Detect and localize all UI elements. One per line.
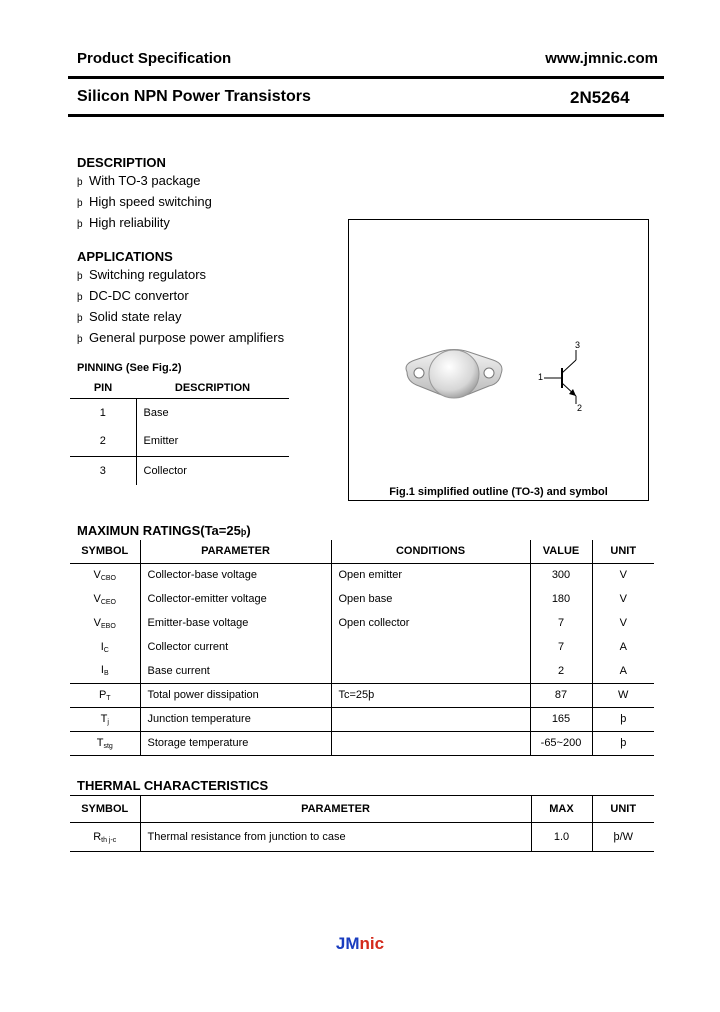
website-url[interactable]: www.jmnic.com xyxy=(545,50,658,67)
document-title: Silicon NPN Power Transistors xyxy=(77,88,311,105)
table-row: $V_{CBO}$ Collector-base voltage Open emitter 300 V xyxy=(70,563,654,587)
table-row: $T_{stg}$ Storage temperature -65~200 þ xyxy=(70,731,654,755)
list-item: þ High reliability xyxy=(77,215,170,230)
list-item: þ With TO-3 package xyxy=(77,173,201,188)
table-row: 3 Collector xyxy=(70,456,289,485)
jmnic-logo: JMnic xyxy=(335,934,385,953)
list-item: þ DC-DC convertor xyxy=(77,288,189,303)
max-ratings-heading: MAXIMUN RATINGS(Ta=25þ) xyxy=(77,523,251,538)
table-row: $I_C$ Collector current 7 A xyxy=(70,635,654,659)
description-heading: DESCRIPTION xyxy=(77,155,166,170)
table-row: $R_{th j-c}$ Thermal resistance from junction to case 1.0 þ/W xyxy=(70,823,654,852)
header-rule xyxy=(68,76,664,79)
thermal-heading: THERMAL CHARACTERISTICS xyxy=(77,778,269,793)
pin-column-header: PIN xyxy=(70,378,136,398)
description-column-header: DESCRIPTION xyxy=(136,378,289,398)
figure-box xyxy=(348,219,649,501)
table-row: $I_B$ Base current 2 A xyxy=(70,659,654,683)
list-item: þ Solid state relay xyxy=(77,309,182,324)
applications-list xyxy=(77,265,284,349)
table-row: 2 Emitter xyxy=(70,427,289,456)
table-row: $V_{CEO}$ Collector-emitter voltage Open base 180 V xyxy=(70,587,654,611)
max-ratings-table: SYMBOL PARAMETER CONDITIONS VALUE UNIT $V_{CBO}$ Collector-base voltage Open emitter 300 V $V_{CEO}$ Collector-emitter voltage Open base 180 V $V_{EBO}$ Emitter-base voltage Open collector 7 V $I_C$ Collector current 7 A $I_B$ Base current 2 A $P_T$ Total power dissipation Tc=25þ 87 W $T_j$ Junction temperature 165 þ $T_{stg}$ Storage temperature -65~200 þ xyxy=(70,540,654,756)
table-row: $P_T$ Total power dissipation Tc=25þ 87 W xyxy=(70,683,654,707)
list-item: þ Switching regulators xyxy=(77,267,207,282)
part-number: 2N5264 xyxy=(570,88,630,107)
pin2-label: 2 xyxy=(577,403,583,413)
thermal-table: SYMBOL PARAMETER MAX UNIT $R_{th j-c}$ Thermal resistance from junction to case 1.0 þ/W xyxy=(70,795,654,852)
pin1-label: 1 xyxy=(538,372,544,382)
table-row: $V_{EBO}$ Emitter-base voltage Open collector 7 V xyxy=(70,611,654,635)
to3-package-image xyxy=(399,342,509,417)
title-rule xyxy=(68,114,664,117)
pinning-heading: PINNING (See Fig.2) xyxy=(77,362,182,374)
description-list xyxy=(77,171,212,234)
figure-caption: Fig.1 simplified outline (TO-3) and symbol xyxy=(389,486,608,498)
list-item: þ General purpose power amplifiers xyxy=(77,330,285,345)
table-row: $T_j$ Junction temperature 165 þ xyxy=(70,707,654,731)
table-row: 1 Base xyxy=(70,398,289,427)
pin3-label: 3 xyxy=(575,340,581,350)
applications-heading: APPLICATIONS xyxy=(77,249,173,264)
pinning-table xyxy=(70,378,289,485)
list-item: þ High speed switching xyxy=(77,194,212,209)
product-specification-label: Product Specification xyxy=(77,50,232,67)
